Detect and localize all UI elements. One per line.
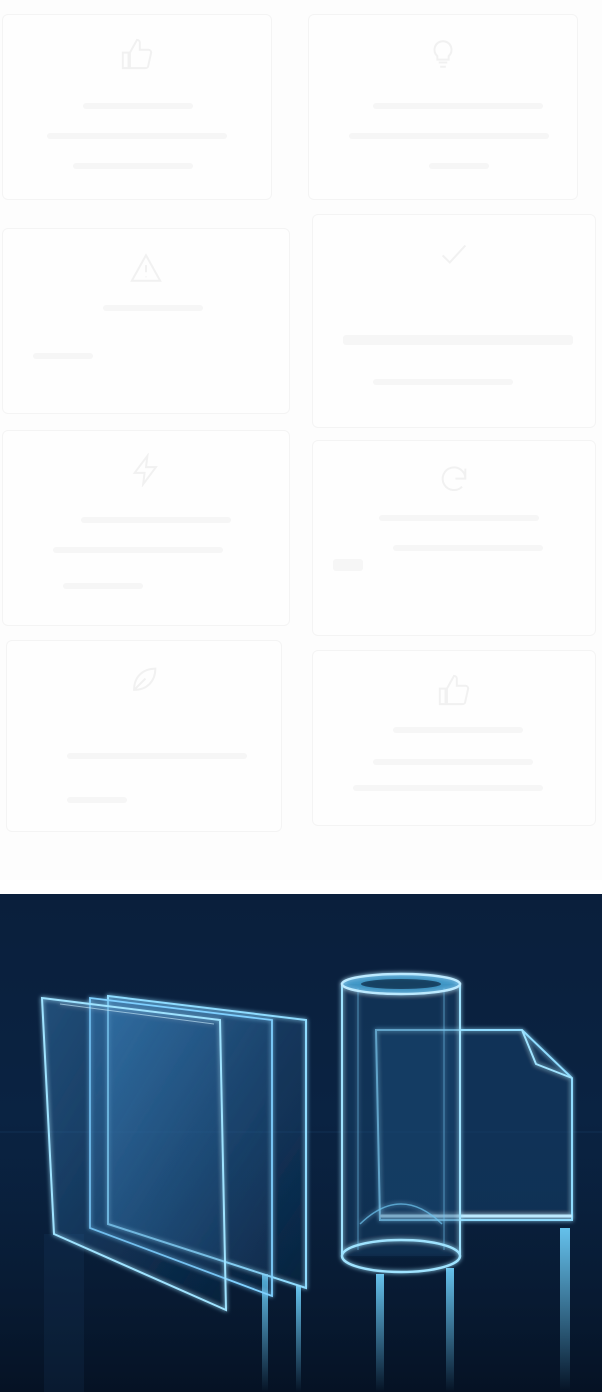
leaf-icon (127, 663, 161, 697)
feature-card (312, 440, 596, 636)
lightning-icon (129, 453, 163, 487)
feature-card (6, 640, 282, 832)
thumbs-up-icon (120, 37, 154, 71)
refresh-icon (437, 463, 471, 497)
lightbulb-icon (426, 37, 460, 71)
checkmark-icon (437, 237, 471, 271)
warning-triangle-icon (129, 251, 163, 285)
feature-card (312, 650, 596, 826)
hero-image (0, 894, 602, 1392)
feature-card (2, 228, 290, 414)
feature-card (2, 430, 290, 626)
feature-card (2, 14, 272, 200)
feature-card (308, 14, 578, 200)
feature-card (312, 214, 596, 428)
acrylic-tube (342, 974, 460, 1272)
thumbs-up-icon (437, 673, 471, 707)
acrylic-products-illustration (0, 894, 602, 1392)
